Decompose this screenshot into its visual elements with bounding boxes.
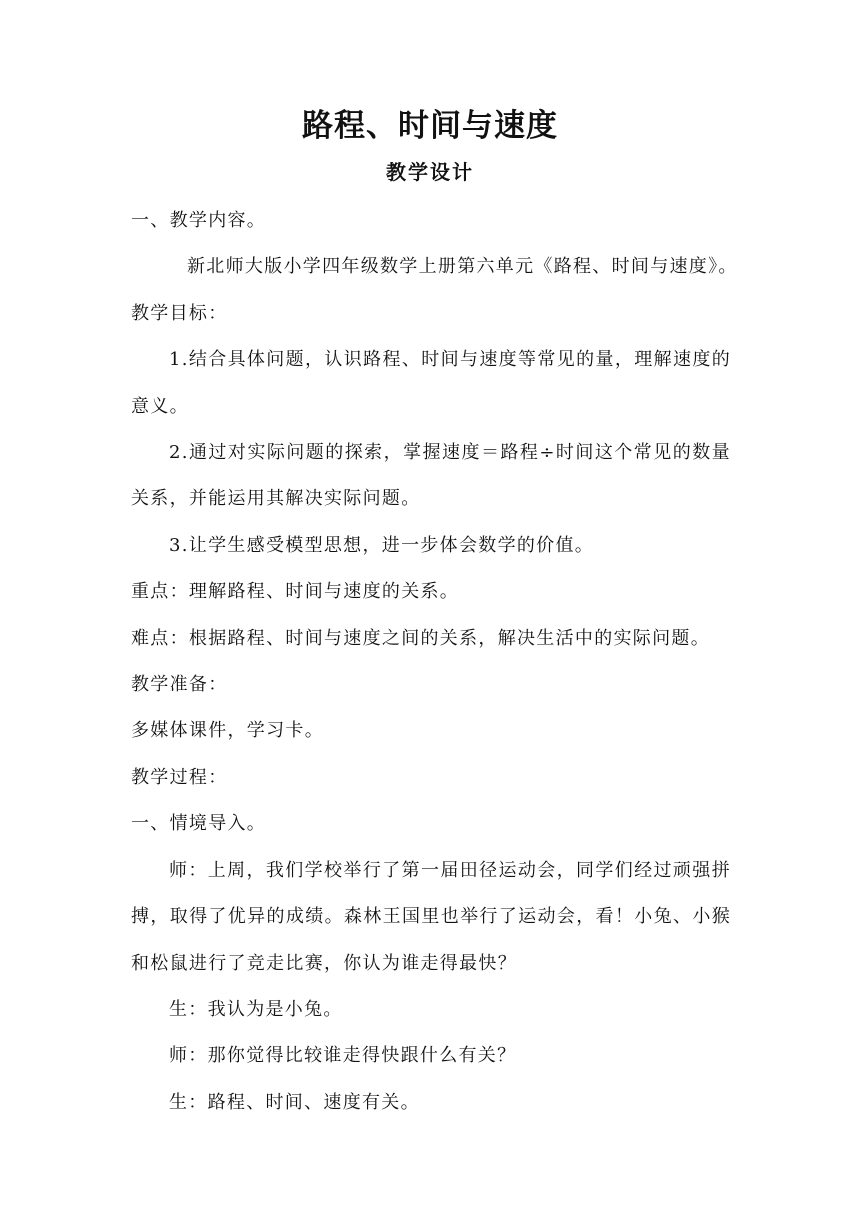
objective-item-1: 1.结合具体问题，认识路程、时间与速度等常见的量，理解速度的意义。	[131, 349, 731, 417]
section-heading-process: 教学过程：	[131, 766, 228, 788]
section-heading-objectives: 教学目标：	[131, 302, 228, 324]
document-subtitle: 教学设计	[386, 160, 474, 184]
objective-item-3: 3.让学生感受模型思想，进一步体会数学的价值。	[169, 534, 595, 556]
document-title: 路程、时间与速度	[302, 108, 558, 144]
section-heading-preparation: 教学准备：	[131, 674, 228, 696]
difficult-point: 难点：根据路程、时间与速度之间的关系，解决生活中的实际问题。	[131, 627, 710, 649]
section-heading-introduction: 一、情境导入。	[131, 813, 267, 835]
section-heading-content: 一、教学内容。	[131, 210, 267, 231]
document-body	[131, 198, 738, 1126]
dialogue-student-1: 生：我认为是小兔。	[169, 998, 343, 1020]
dialogue-teacher-2: 师：那你觉得比较谁走得快跟什么有关？	[169, 1045, 517, 1067]
dialogue-teacher-1: 师：上周，我们学校举行了第一届田径运动会，同学们经过顽强拼搏，取得了优异的成绩。森林王国里也举行了运动会，看！小兔、小猴和松鼠进行了竞走比赛，你认为谁走得最快？	[131, 859, 731, 974]
dialogue-student-2: 生：路程、时间、速度有关。	[169, 1091, 420, 1113]
objective-item-2: 2.通过对实际问题的探索，掌握速度＝路程÷时间这个常见的数量关系，并能运用其解决实际问题。	[131, 442, 731, 510]
paragraph-content-description: 新北师大版小学四年级数学上册第六单元《路程、时间与速度》。	[187, 256, 738, 278]
preparation-materials: 多媒体课件，学习卡。	[131, 720, 324, 742]
key-point: 重点：理解路程、时间与速度的关系。	[131, 581, 460, 603]
